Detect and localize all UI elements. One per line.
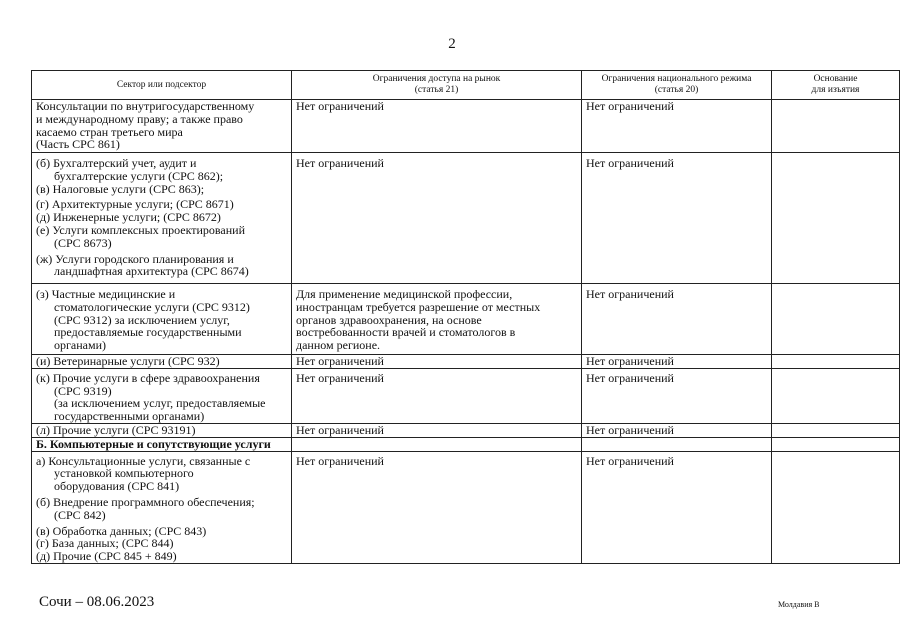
market-access-cell (292, 153, 582, 284)
sector-line: (и) Ветеринарные услуги (CPC 932) (36, 354, 220, 368)
sector-cell (32, 284, 292, 355)
national-treatment-cell (582, 368, 772, 423)
table-row (32, 451, 900, 563)
sector-line: (г) База данных; (CPC 844) (36, 536, 174, 551)
sector-cell (32, 451, 292, 563)
header-market-access (292, 71, 582, 100)
exemption-cell (772, 153, 900, 284)
header-exemption (772, 71, 900, 100)
header-exemption-line-2: для изъятия (811, 85, 860, 95)
table-row (32, 153, 900, 284)
sector-line: бухгалтерские услуги (CPC 862); (54, 168, 224, 183)
section-empty-cell (292, 437, 582, 451)
sector-line: (Часть CPC 861) (36, 137, 120, 152)
sector-line: (в) Обработка данных; (CPC 843) (36, 523, 207, 538)
sector-cell (32, 100, 292, 153)
national-treatment-cell (582, 100, 772, 153)
header-national-treatment-article: (статья 20) (654, 85, 699, 95)
market-access-cell (292, 423, 582, 437)
market-access-cell (292, 100, 582, 153)
market-access-cell (292, 451, 582, 563)
market-access-cell (292, 355, 582, 369)
sector-line: (CPC 9312) за исключением услуг, (54, 312, 230, 327)
market-access-text: данном регионе. (296, 338, 381, 353)
header-market-access-title: Ограничения доступа на рынок (372, 74, 501, 84)
sector-line: (б) Бухгалтерский учет, аудит и (36, 156, 197, 170)
sector-line: (ж) Услуги городского планирования и (36, 251, 234, 266)
table-row (32, 284, 900, 355)
national-treatment-text: Нет ограничений (586, 156, 674, 170)
market-access-text: Нет ограничений (296, 453, 384, 468)
sector-line: и международному праву; а также право (36, 111, 243, 126)
sector-line: (л) Прочие услуги (CPC 93191) (36, 422, 196, 437)
exemption-cell (772, 368, 900, 423)
footer-country-label: Молдавия В (778, 600, 820, 609)
sector-line: (б) Внедрение программного обеспечения; (36, 494, 255, 509)
section-empty-cell (582, 437, 772, 451)
market-access-text: Нет ограничений (296, 156, 384, 170)
sector-line: а) Консультационные услуги, связанные с (36, 453, 251, 468)
commitments-table (31, 70, 900, 564)
sector-line: (CPC 9319) (54, 383, 112, 398)
sector-cell (32, 153, 292, 284)
table-header-row (32, 71, 900, 100)
national-treatment-text: Нет ограничений (586, 354, 674, 368)
sector-line: органами) (54, 338, 107, 353)
market-access-text: востребованности врачей и стоматологов в (296, 325, 516, 340)
exemption-cell (772, 100, 900, 153)
market-access-text: иностранцам требуется разрешение от местных (296, 299, 541, 314)
sector-line: предоставляемые государственными (54, 325, 242, 340)
sector-cell (32, 355, 292, 369)
national-treatment-text: Нет ограничений (586, 99, 674, 113)
national-treatment-cell (582, 284, 772, 355)
table-row (32, 100, 900, 153)
market-access-text: органов здравоохранения, на основе (296, 312, 482, 327)
exemption-cell (772, 355, 900, 369)
table-row (32, 423, 900, 437)
sector-line: (д) Инженерные услуги; (CPC 8672) (36, 210, 221, 225)
exemption-cell (772, 423, 900, 437)
exemption-cell (772, 284, 900, 355)
national-treatment-cell (582, 355, 772, 369)
market-access-cell (292, 368, 582, 423)
sector-line: установкой компьютерного (54, 466, 194, 481)
sector-line: (за исключением услуг, предоставляемые (54, 396, 266, 411)
table-row (32, 355, 900, 369)
sector-line: государственными органами) (54, 409, 205, 424)
market-access-text: Нет ограничений (296, 370, 384, 385)
table-row (32, 368, 900, 423)
sector-line: стоматологические услуги (CPC 9312) (54, 299, 250, 314)
national-treatment-text: Нет ограничений (586, 453, 674, 468)
header-market-access-article: (статья 21) (414, 85, 459, 95)
national-treatment-text: Нет ограничений (586, 370, 674, 385)
market-access-text: Нет ограничений (296, 354, 384, 368)
national-treatment-cell (582, 423, 772, 437)
sector-line: (CPC 842) (54, 507, 106, 522)
sector-cell (32, 423, 292, 437)
sector-line: (г) Архитектурные услуги; (CPC 8671) (36, 197, 234, 212)
page-number: 2 (448, 36, 456, 52)
sector-cell (32, 368, 292, 423)
market-access-text: Для применение медицинской профессии, (296, 287, 513, 301)
header-national-treatment-title: Ограничения национального режима (601, 74, 752, 84)
sector-line: ландшафтная архитектура (CPC 8674) (54, 264, 249, 279)
national-treatment-text: Нет ограничений (586, 422, 674, 437)
section-row (32, 437, 900, 451)
sector-line: оборудования (CPC 841) (54, 479, 180, 494)
section-empty-cell (772, 437, 900, 451)
national-treatment-cell (582, 451, 772, 563)
sector-line: (з) Частные медицинские и (36, 287, 176, 301)
market-access-text: Нет ограничений (296, 99, 384, 113)
sector-line: Консультации по внутригосударственному (36, 99, 255, 113)
sector-line: (в) Налоговые услуги (CPC 863); (36, 181, 205, 196)
header-exemption-line-1: Основание (813, 74, 858, 84)
sector-line: (е) Услуги комплексных проектирований (36, 222, 246, 237)
exemption-cell (772, 451, 900, 563)
market-access-cell (292, 284, 582, 355)
header-sector: Сектор или подсектор (32, 71, 292, 100)
sector-line: (CPC 8673) (54, 235, 112, 250)
section-title: Б. Компьютерные и сопутствующие услуги (32, 437, 292, 451)
market-access-text: Нет ограничений (296, 422, 384, 437)
sector-line: касаемо стран третьего мира (36, 124, 183, 139)
national-treatment-cell (582, 153, 772, 284)
footer-place-date: Сочи – 08.06.2023 (39, 594, 155, 610)
national-treatment-text: Нет ограничений (586, 287, 674, 301)
header-national-treatment (582, 71, 772, 100)
sector-line: (д) Прочие (CPC 845 + 849) (36, 549, 177, 564)
sector-line: (к) Прочие услуги в сфере здравоохранения (36, 370, 260, 385)
